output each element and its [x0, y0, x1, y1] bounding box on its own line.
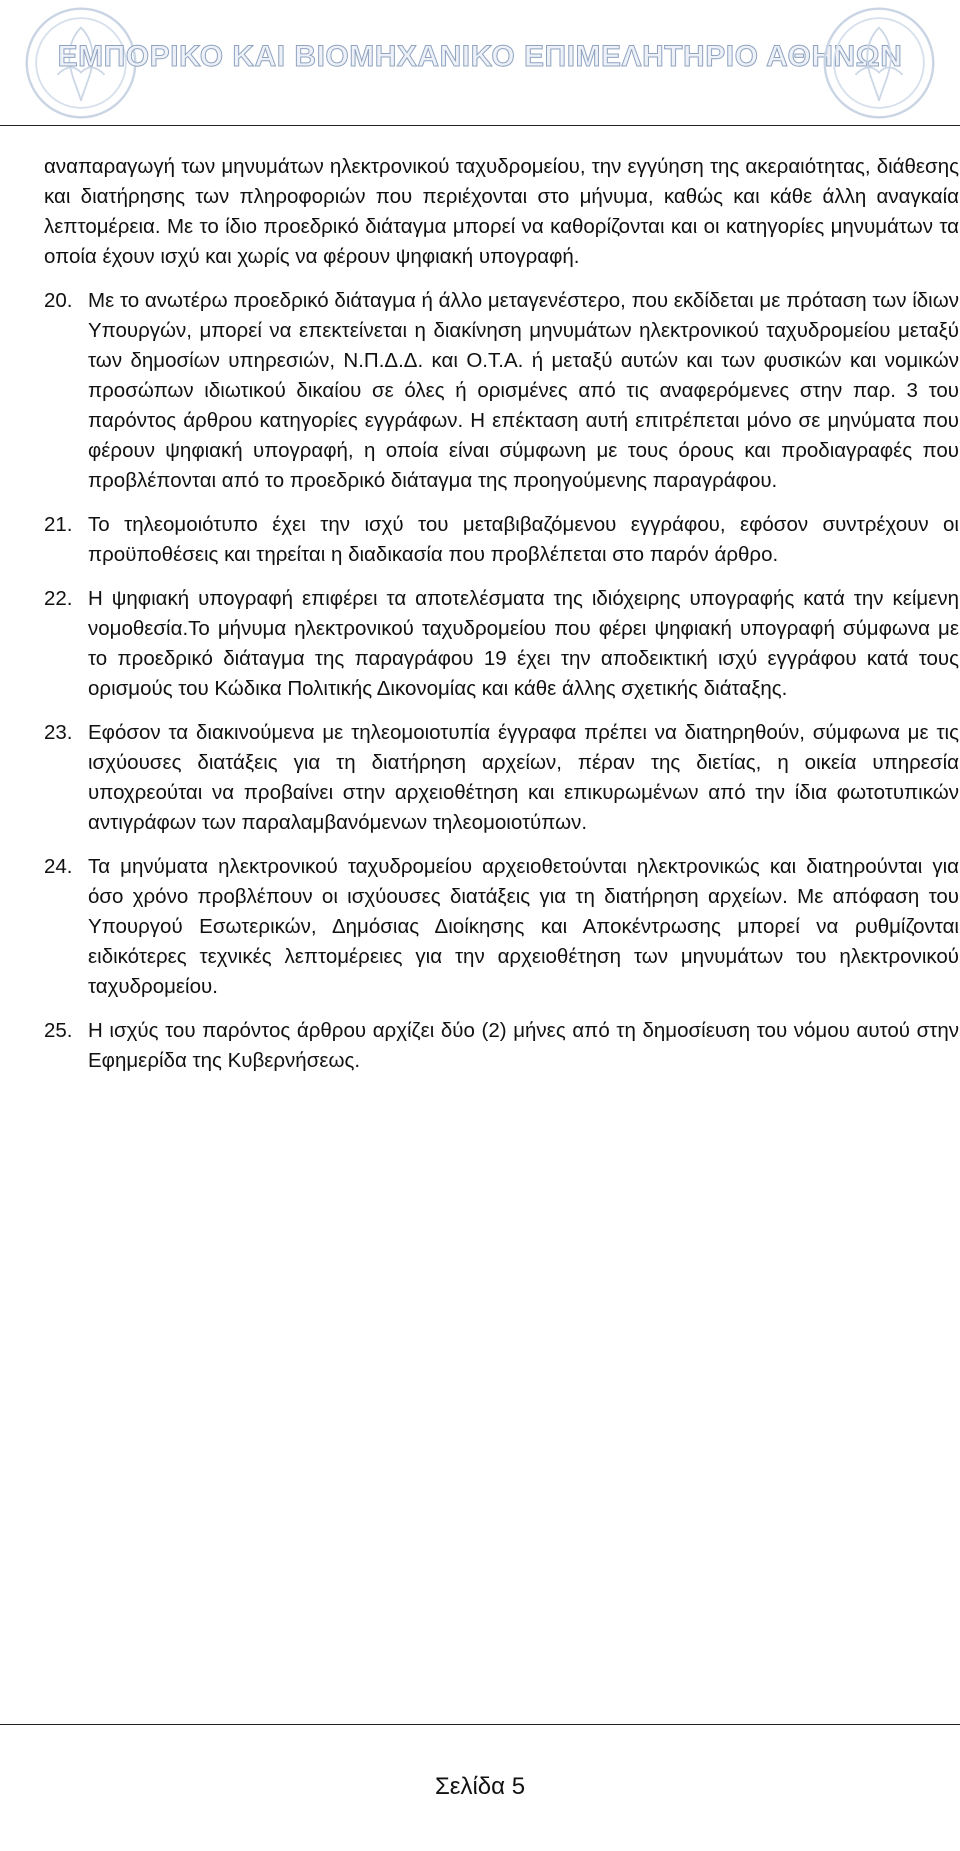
list-item: [44, 584, 959, 704]
list-item: [44, 510, 959, 570]
list-item: [44, 718, 959, 838]
intro-paragraph: αναπαραγωγή των μηνυμάτων ηλεκτρονικού ταχυδρομείου, την εγγύηση της ακεραιότητας, διάθεσης και διατήρησης των πληροφοριών που περιέχονται στο μήνυμα, καθώς και κάθε άλλη αναγκαία λεπτομέρεια. Με το ίδιο προεδρικό διάταγμα μπορεί να καθορίζονται και οι κατηγορίες μηνυμάτων τα οποία έχουν ισχύ και χωρίς να φέρουν ψηφιακή υπογραφή.: [44, 155, 959, 268]
footer-divider: [0, 1724, 960, 1725]
item-text: Εφόσον τα διακινούμενα με τηλεομοιοτυπία έγγραφα πρέπει να διατηρηθούν, σύμφωνα με τις ισχύουσες διατάξεις για τη διατήρηση αρχείων, πέραν της διετίας, η οικεία υπηρεσία υποχρεούται να προβαίνει στην αρχειοθέτηση και επικυρωμένων από την ίδια φωτοτυπικών αντιγράφων των παραλαμβανόμενων τηλεομοιοτύπων.: [88, 721, 959, 834]
list-item: [44, 286, 959, 496]
item-number: 21.: [44, 513, 73, 536]
item-text: Η ισχύς του παρόντος άρθρου αρχίζει δύο (2) μήνες από τη δημοσίευση του νόμου αυτού στην Εφημερίδα της Κυβερνήσεως.: [88, 1019, 959, 1072]
item-text: Με το ανωτέρω προεδρικό διάταγμα ή άλλο μεταγενέστερο, που εκδίδεται με πρόταση των ίδιων Υπουργών, μπορεί να επεκτείνεται η διακίνηση μηνυμάτων ηλεκτρονικού ταχυδρομείου μεταξύ των δημοσίων υπηρεσιών, Ν.Π.Δ.Δ. και Ο.Τ.Α. ή μεταξύ αυτών και των φυσικών και νομικών προσώπων ιδιωτικού δικαίου σε όλες ή ορισμένες από τις αναφερόμενες στην παρ. 3 του παρόντος άρθρου κατηγορίες εγγράφων. Η επέκταση αυτή επιτρέπεται μόνο σε μηνύματα που φέρουν ψηφιακή υπογραφή, η οποία είναι σύμφωνη με τους όρους και προδιαγραφές που προβλέπονται από το προεδρικό διάταγμα της προηγούμενης παραγράφου.: [88, 289, 959, 492]
item-text: Η ψηφιακή υπογραφή επιφέρει τα αποτελέσματα της ιδιόχειρης υπογραφής κατά την κείμενη νομοθεσία.Το μήνυμα ηλεκτρονικού ταχυδρομείου που φέρει ψηφιακή υπογραφή σύμφωνα με το προεδρικό διάταγμα της παραγράφου 19 έχει την αποδεικτική ισχύ εγγράφου κατά τους ορισμούς του Κώδικα Πολιτικής Δικονομίας και κάθε άλλης σχετικής διάταξης.: [88, 587, 959, 700]
item-number: 22.: [44, 587, 73, 610]
item-number: 25.: [44, 1019, 73, 1042]
list-item: [44, 852, 959, 1002]
item-text: Τα μηνύματα ηλεκτρονικού ταχυδρομείου αρχειοθετούνται ηλεκτρονικώς και διατηρούνται για όσο χρόνο προβλέπουν οι ισχύουσες διατάξεις για τη διατήρηση αρχείων. Με απόφαση του Υπουργού Εσωτερικών, Δημόσιας Διοίκησης και Αποκέντρωσης μπορεί να ρυθμίζονται ειδικότερες τεχνικές λεπτομέρειες για την αρχειοθέτηση των μηνυμάτων του ηλεκτρονικού ταχυδρομείου.: [88, 855, 959, 998]
item-number: 24.: [44, 855, 73, 878]
list-item: [44, 1016, 959, 1076]
document-body: [44, 152, 959, 1076]
page-header: [0, 0, 960, 126]
seal-watermark-icon: [820, 4, 938, 122]
item-number: 23.: [44, 721, 73, 744]
header-title: ΕΜΠΟΡΙΚΟ ΚΑΙ ΒΙΟΜΗΧΑΝΙΚΟ ΕΠΙΜΕΛΗΤΗΡΙΟ ΑΘΗΝΩΝ: [57, 40, 903, 73]
item-text: Το τηλεομοιότυπο έχει την ισχύ του μεταβιβαζόμενου εγγράφου, εφόσον συντρέχουν οι προϋποθέσεις και τηρείται η διαδικασία που προβλέπεται στο παρόν άρθρο.: [88, 513, 959, 566]
page-number: Σελίδα 5: [434, 1773, 526, 1800]
item-number: 20.: [44, 289, 73, 312]
